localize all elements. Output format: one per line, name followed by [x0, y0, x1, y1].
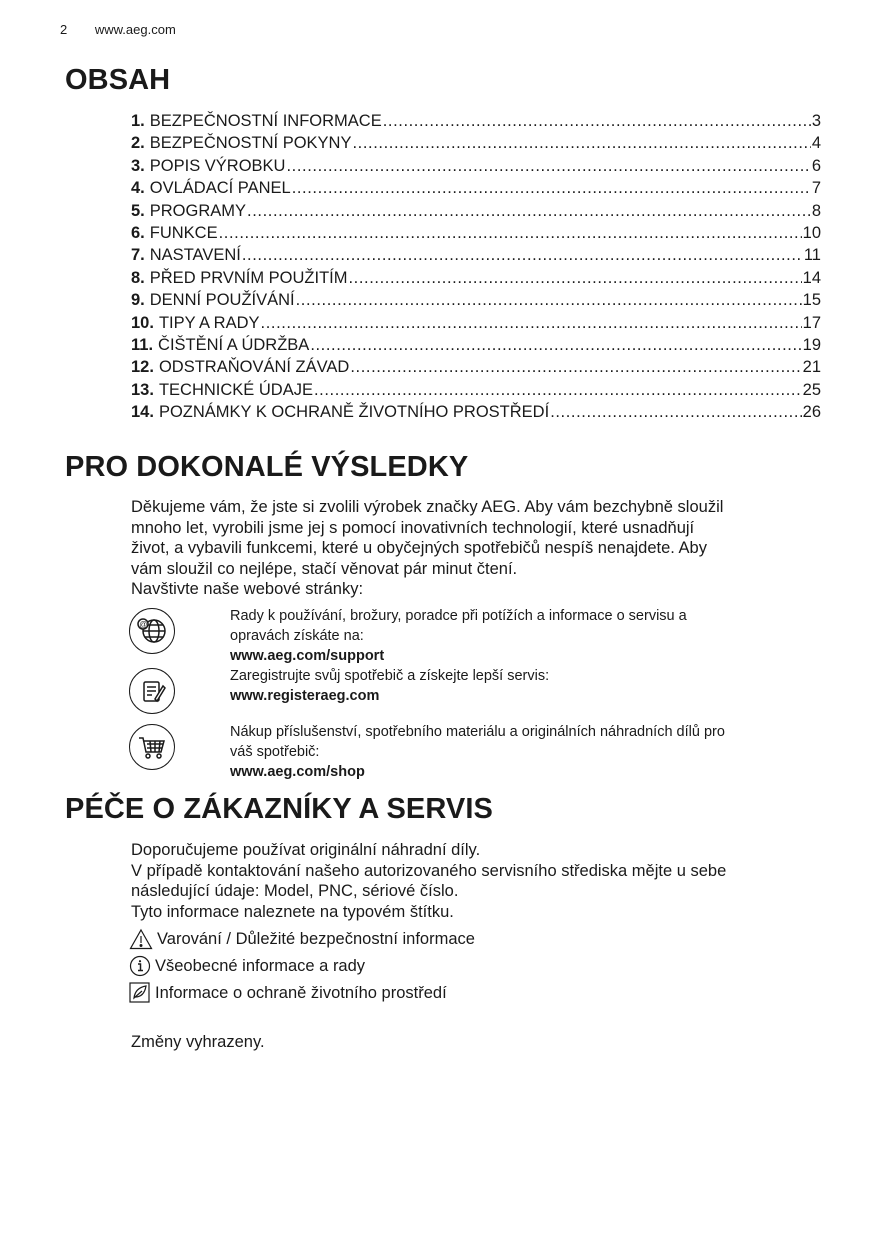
toc-item-label: DENNÍ POUŽÍVÁNÍ	[149, 291, 295, 310]
results-title: PRO DOKONALÉ VÝSLEDKY	[65, 451, 469, 483]
service-intro	[131, 840, 821, 922]
toc-item-label: PROGRAMY	[149, 201, 247, 220]
toc-item[interactable]	[131, 358, 821, 380]
results-line: Děkujeme vám, že jste si zvolili výrobek značky AEG. Aby vám bezchybně sloužil	[131, 498, 724, 516]
toc-item-label: POPIS VÝROBKU	[149, 156, 286, 175]
toc-item-number: 14.	[131, 403, 154, 422]
register-link[interactable]: www.registeraeg.com	[230, 688, 380, 704]
toc-item-page: 17	[802, 313, 821, 332]
toc-item-page: 14	[802, 268, 821, 287]
globe-icon	[129, 608, 175, 654]
symbol-label: Varování / Důležité bezpečnostní informace	[157, 929, 475, 948]
toc-item[interactable]	[131, 381, 821, 403]
toc-item-label: PŘED PRVNÍM POUŽITÍM	[149, 268, 348, 287]
results-line: mnoho let, vyrobili jsme jej s pomocí inovativních technologií, které usnadňují	[131, 518, 695, 537]
shop-link[interactable]: www.aeg.com/shop	[230, 764, 365, 780]
toc-item[interactable]	[131, 336, 821, 358]
toc-item-page: 8	[811, 201, 821, 220]
toc-leader-dots	[352, 134, 810, 153]
toc-item-number: 4.	[131, 179, 145, 198]
toc-item[interactable]	[131, 202, 821, 224]
toc-item-number: 5.	[131, 201, 145, 220]
toc-leader-dots	[350, 358, 801, 377]
toc-leader-dots	[219, 224, 802, 243]
toc-leader-dots	[296, 291, 802, 310]
toc-item-number: 7.	[131, 246, 145, 265]
support-text-line: Zaregistrujte svůj spotřebič a získejte lepší servis:	[230, 668, 550, 684]
page-header	[60, 22, 176, 37]
toc-leader-dots	[550, 403, 801, 422]
info-icon	[129, 955, 151, 977]
toc-item-page: 19	[802, 335, 821, 354]
support-text-line: váš spotřebič:	[230, 744, 320, 760]
toc-item[interactable]	[131, 246, 821, 268]
toc-item-page: 3	[811, 112, 821, 130]
toc-item-page: 6	[811, 156, 821, 175]
warning-icon	[129, 928, 153, 950]
toc-item-label: OVLÁDACÍ PANEL	[149, 179, 291, 198]
results-line: Navštivte naše webové stránky:	[131, 580, 364, 598]
toc-item-page: 21	[802, 358, 821, 377]
toc-leader-dots	[383, 112, 811, 131]
support-link[interactable]: www.aeg.com/support	[230, 648, 385, 664]
toc-item-number: 11.	[131, 335, 154, 354]
toc-item-label: BEZPEČNOSTNÍ POKYNY	[149, 134, 352, 153]
toc-item-label: TECHNICKÉ ÚDAJE	[158, 380, 313, 399]
table-of-contents	[131, 112, 821, 425]
toc-item-label: TIPY A RADY	[158, 313, 260, 332]
page-number: 2	[60, 22, 68, 37]
toc-leader-dots	[261, 314, 802, 333]
register-icon	[129, 668, 175, 714]
toc-title: OBSAH	[65, 64, 171, 96]
leaf-icon	[129, 982, 151, 1004]
cart-icon	[129, 724, 175, 770]
toc-leader-dots	[247, 202, 811, 221]
service-title: PÉČE O ZÁKAZNÍKY A SERVIS	[65, 793, 493, 825]
toc-item-label: BEZPEČNOSTNÍ INFORMACE	[149, 112, 382, 130]
symbol-warning	[129, 928, 475, 950]
toc-item-number: 3.	[131, 156, 145, 175]
toc-leader-dots	[242, 246, 803, 265]
service-line: Tyto informace naleznete na typovém štítku.	[131, 902, 454, 921]
toc-item-label: ČIŠTĚNÍ A ÚDRŽBA	[158, 335, 310, 354]
toc-item-label: FUNKCE	[149, 223, 218, 242]
header-website: www.aeg.com	[94, 22, 176, 37]
toc-item-page: 10	[802, 223, 821, 242]
toc-leader-dots	[348, 269, 801, 288]
results-line: život, a vybavili funkcemi, které u obyčejných spotřebičů nespíš nenajdete. Aby	[131, 539, 707, 557]
service-line: V případě kontaktování našeho autorizovaného servisního střediska mějte u sebe	[131, 861, 727, 880]
symbol-label: Všeobecné informace a rady	[155, 956, 366, 975]
support-text-line: Nákup příslušenství, spotřebního materiálu a originálních náhradních dílů pro	[230, 724, 725, 740]
toc-leader-dots	[286, 157, 810, 176]
toc-item-label: ODSTRAŇOVÁNÍ ZÁVAD	[158, 358, 350, 377]
toc-leader-dots	[310, 336, 801, 355]
toc-item-label: POZNÁMKY K OCHRANĚ ŽIVOTNÍHO PROSTŘEDÍ	[158, 403, 550, 422]
toc-item-number: 1.	[131, 112, 145, 130]
svg-text:@: @	[139, 620, 148, 629]
toc-item-page: 26	[802, 403, 821, 422]
service-line: Doporučujeme používat originální náhradní díly.	[131, 841, 481, 859]
toc-item-label: NASTAVENÍ	[149, 246, 241, 265]
toc-item[interactable]	[131, 224, 821, 246]
toc-item-number: 10.	[131, 313, 154, 332]
symbol-info	[129, 955, 365, 977]
toc-leader-dots	[314, 381, 802, 400]
toc-item-page: 25	[802, 380, 821, 399]
results-intro	[131, 497, 821, 600]
toc-item[interactable]	[131, 403, 821, 425]
toc-item[interactable]	[131, 179, 821, 201]
support-text-line: Rady k používání, brožury, poradce při potížích a informace o servisu a	[230, 608, 687, 624]
toc-item-number: 12.	[131, 358, 154, 377]
toc-item-number: 6.	[131, 223, 145, 242]
toc-item[interactable]	[131, 269, 821, 291]
toc-item-page: 11	[803, 246, 821, 265]
results-line: vám sloužil co nejlépe, stačí věnovat pár minut čtení.	[131, 559, 518, 578]
toc-item[interactable]	[131, 134, 821, 156]
toc-item-number: 13.	[131, 380, 154, 399]
toc-item[interactable]	[131, 291, 821, 313]
symbol-environment	[129, 982, 447, 1004]
toc-item-page: 15	[802, 291, 821, 310]
toc-item[interactable]	[131, 314, 821, 336]
toc-item[interactable]	[131, 112, 821, 134]
toc-item-number: 2.	[131, 134, 145, 153]
toc-item-page: 7	[811, 179, 821, 198]
support-text-line: opravách získáte na:	[230, 628, 364, 644]
service-line: následující údaje: Model, PNC, sériové číslo.	[131, 882, 459, 900]
toc-item-number: 8.	[131, 268, 145, 287]
toc-leader-dots	[292, 179, 811, 198]
toc-item-number: 9.	[131, 291, 145, 310]
changes-reserved: Změny vyhrazeny.	[131, 1033, 265, 1051]
symbol-label: Informace o ochraně životního prostředí	[155, 983, 447, 1002]
toc-item[interactable]	[131, 157, 821, 179]
toc-item-page: 4	[811, 134, 821, 153]
